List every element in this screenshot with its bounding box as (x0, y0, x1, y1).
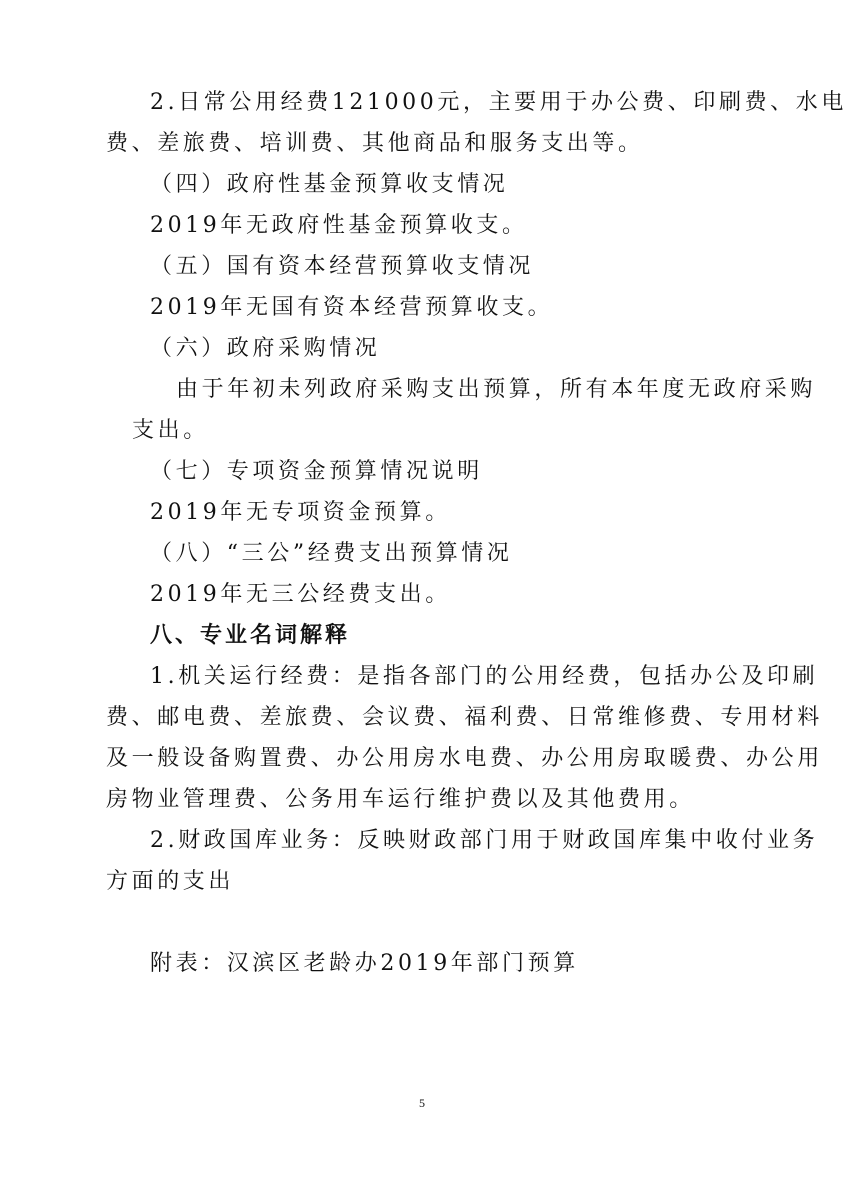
page-number: 5 (419, 1096, 425, 1110)
section-heading-three-public: （八）“三公”经费支出预算情况 (150, 541, 513, 566)
paragraph-operating-funds-line-3: 及一般设备购置费、办公用房水电费、办公用房取暖费、办公用 (106, 746, 823, 771)
paragraph-state-capital: 2019年无国有资本经营预算收支。 (150, 295, 554, 320)
attachment-note: 附表：汉滨区老龄办2019年部门预算 (150, 951, 579, 976)
section-heading-procurement: （六）政府采购情况 (150, 336, 381, 361)
paragraph-government-fund: 2019年无政府性基金预算收支。 (150, 213, 528, 238)
section-heading-government-fund: （四）政府性基金预算收支情况 (150, 172, 509, 197)
paragraph-operating-funds-line-1: 1.机关运行经费：是指各部门的公用经费，包括办公及印刷 (150, 664, 819, 689)
paragraph-procurement-line-2: 支出。 (132, 418, 209, 443)
paragraph-operating-funds-line-2: 费、邮电费、差旅费、会议费、福利费、日常维修费、专用材料 (106, 705, 823, 730)
paragraph-operating-funds-line-4: 房物业管理费、公务用车运行维护费以及其他费用。 (106, 787, 695, 812)
paragraph-treasury-line-2: 方面的支出 (106, 869, 235, 894)
paragraph-treasury-line-1: 2.财政国库业务：反映财政部门用于财政国库集中收付业务 (150, 828, 819, 853)
paragraph-procurement-line-1: 由于年初未列政府采购支出预算，所有本年度无政府采购 (176, 377, 817, 402)
section-heading-state-capital: （五）国有资本经营预算收支情况 (150, 254, 535, 279)
paragraph-daily-public-funds-line-2: 费、差旅费、培训费、其他商品和服务支出等。 (106, 131, 644, 156)
section-heading-special-funds: （七）专项资金预算情况说明 (150, 459, 483, 484)
paragraph-special-funds: 2019年无专项资金预算。 (150, 500, 451, 525)
chapter-heading-terms: 八、专业名词解释 (150, 623, 351, 648)
paragraph-three-public: 2019年无三公经费支出。 (150, 582, 451, 607)
paragraph-daily-public-funds-line-1: 2.日常公用经费121000元，主要用于办公费、印刷费、水电 (150, 90, 847, 115)
